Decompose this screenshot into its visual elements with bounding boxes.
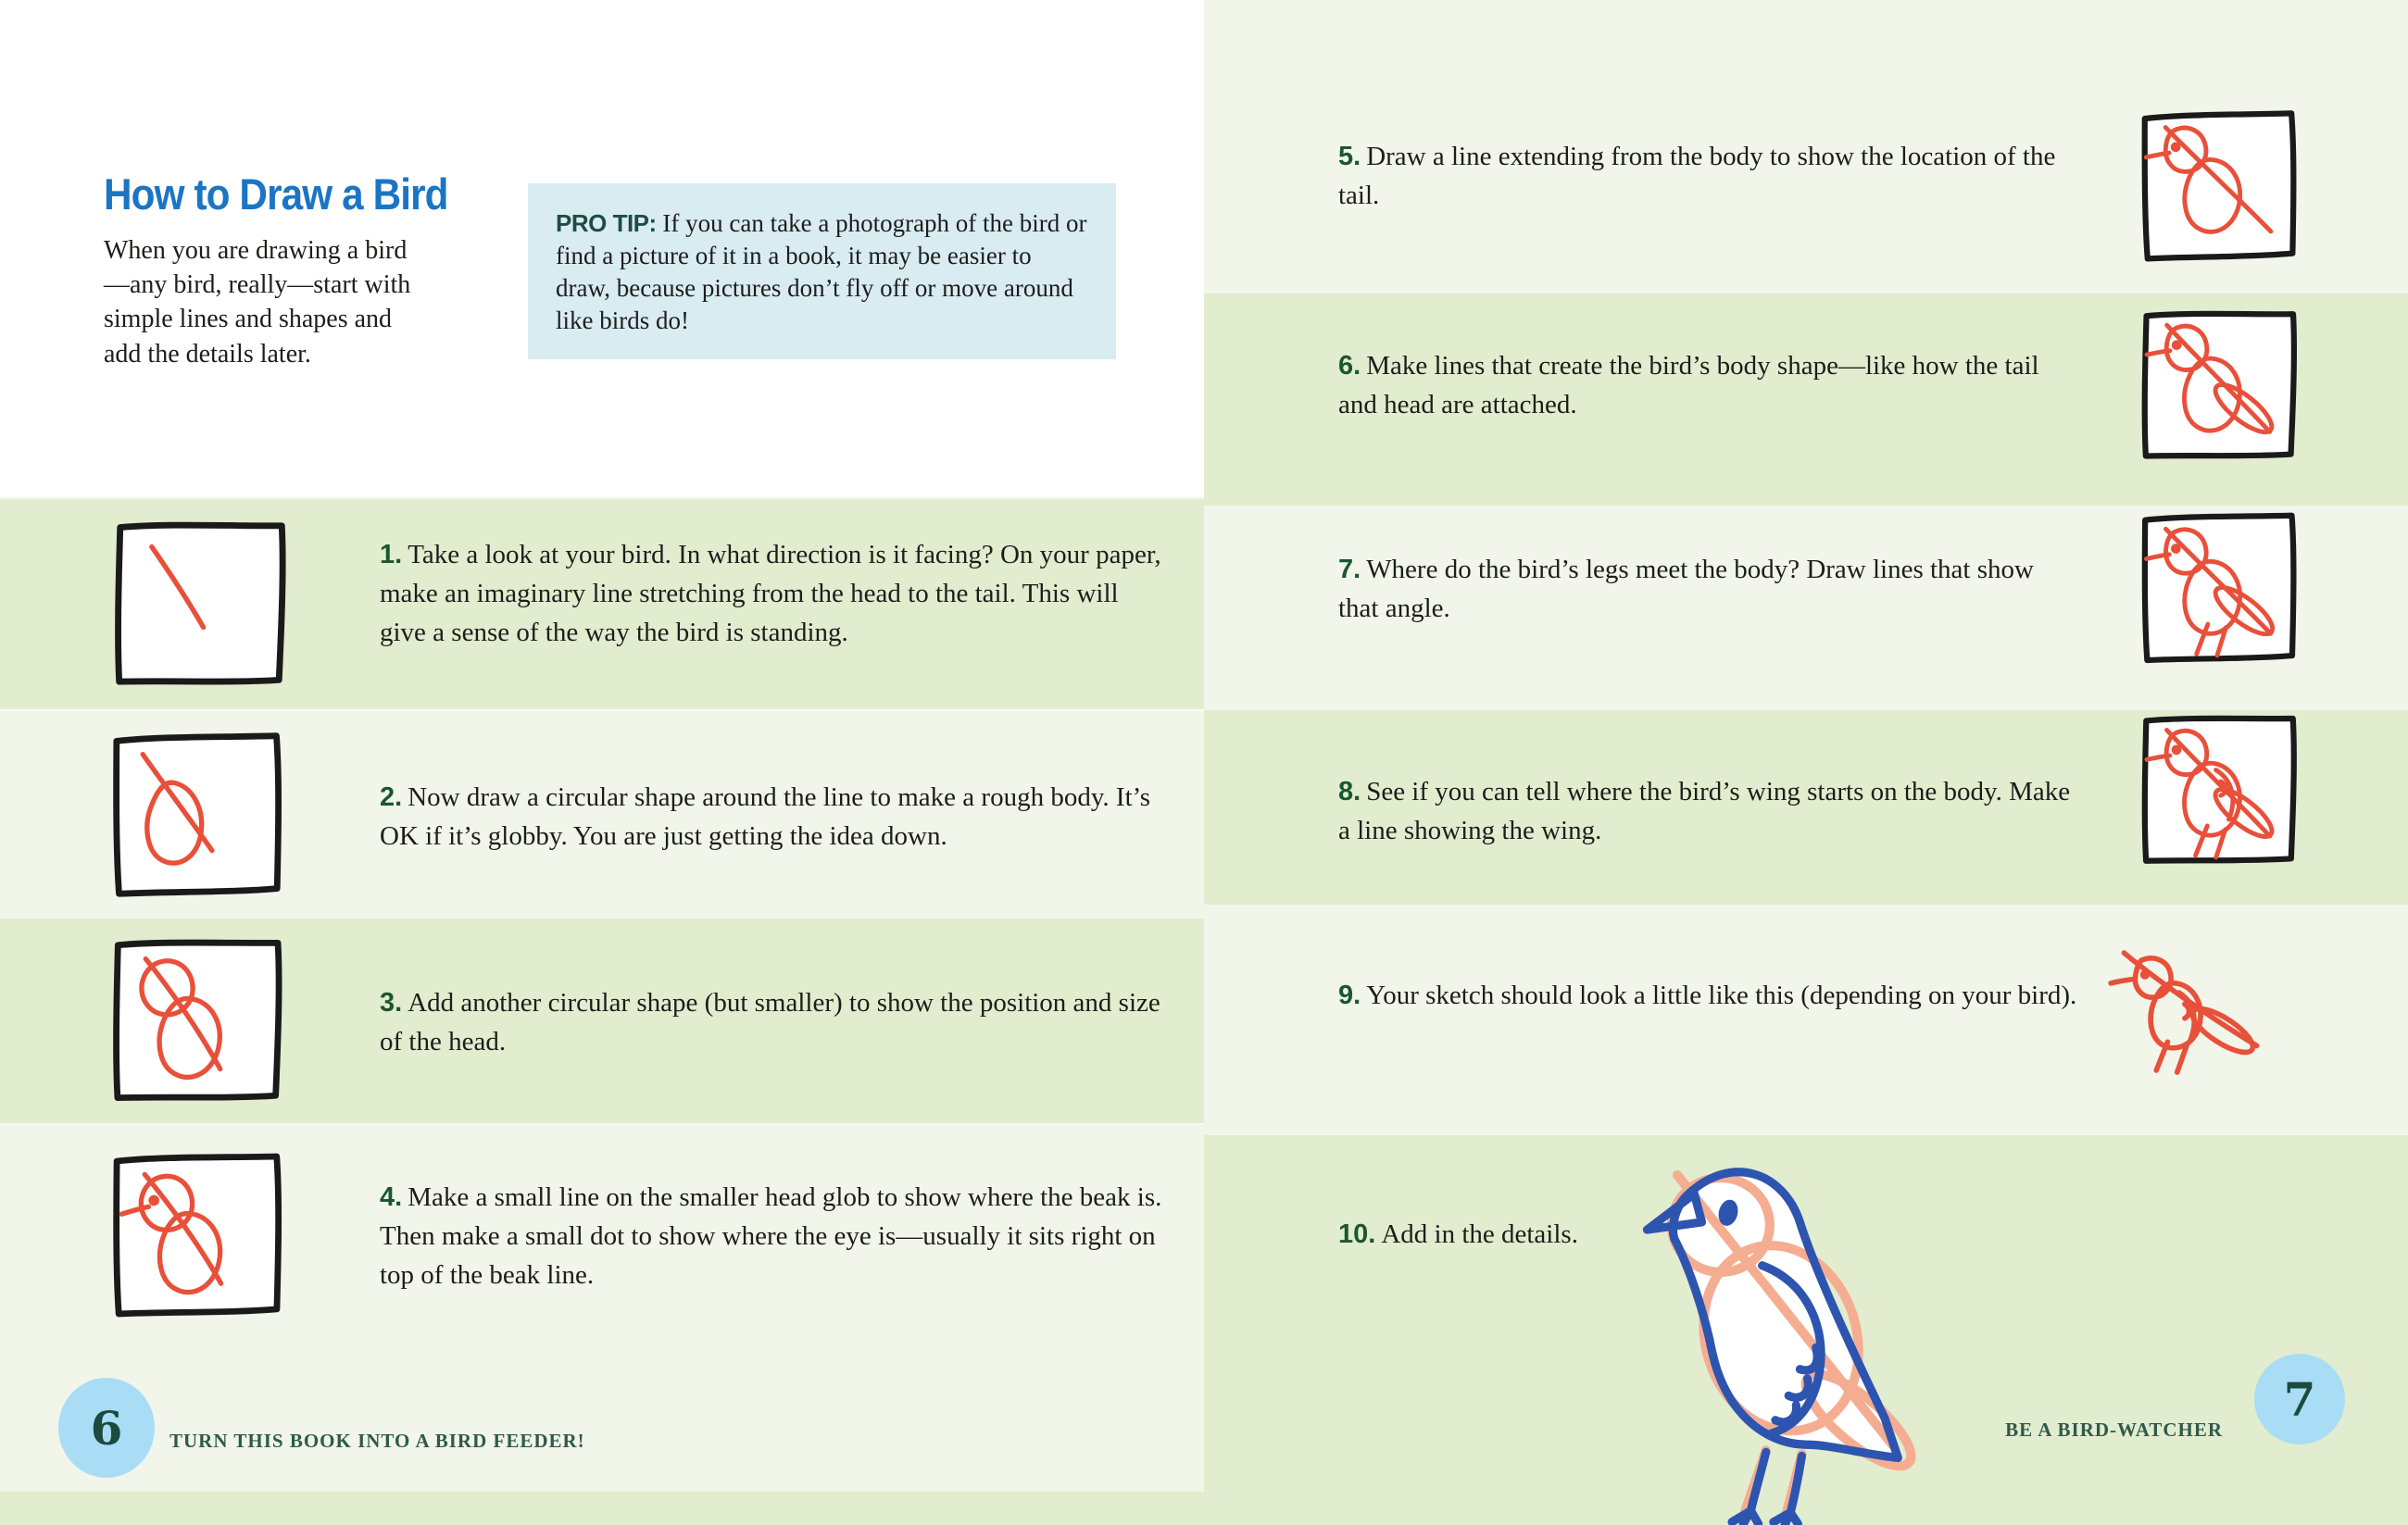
step-1-number: 1. [380,540,403,569]
step-8-sketch [2136,703,2301,874]
step-2-text: 2. Now draw a circular shape around the line to make a rough body. It’s OK if it’s globby. You are just getting the idea down. [380,782,1150,852]
step-1-sketch [108,514,292,692]
step-9-text: 9. Your sketch should look a little like this (depending on your bird). [1338,981,2077,1010]
step-5-text: 5. Draw a line extending from the body to show the location of the tail. [1338,142,2056,211]
page-title: How to Draw a Bird [104,169,448,219]
step-6-sketch [2136,300,2302,469]
step-5-number: 5. [1338,142,1361,171]
step-2-sketch [107,725,288,903]
page-number-right: 7 [2283,1371,2316,1427]
footer-left-text: TURN THIS BOOK INTO A BIRD FEEDER! [169,1430,585,1452]
step-1-text: 1. Take a look at your bird. In what direction is it facing? On your paper, make an imaginary line stretching from the head to the tail. This will give a sense of the way the bird is standing. [380,540,1161,648]
step-3-sketch [107,931,288,1108]
step-9-number: 9. [1338,981,1361,1010]
page-number-left: 6 [90,1400,123,1456]
step-10-number: 10. [1338,1219,1376,1249]
step-9-sketch [2107,943,2311,1077]
step-5-sketch [2136,101,2302,269]
step-7-text: 7. Where do the bird’s legs meet the body? Draw lines that show that angle. [1338,555,2034,624]
pro-tip-box [528,183,1116,359]
step-4-text: 4. Make a small line on the smaller head glob to show where the beak is. Then make a small dot to show where the eye is—usually it sits right on top of the beak line. [380,1182,1162,1291]
page-number-badge-right [2254,1354,2345,1444]
step-8-text: 8. See if you can tell where the bird’s wing starts on the body. Make a line showing the wing. [1338,777,2071,846]
step-6-text: 6. Make lines that create the bird’s body shape—like how the tail and head are attached. [1338,351,2039,420]
page-number-badge-left [58,1378,155,1478]
step-10-text: 10. Add in the details. [1338,1219,1578,1249]
step-7-number: 7. [1338,555,1361,584]
intro-text: When you are drawing a bird—any bird, really—start with simple lines and shapes and add the details later. [104,236,411,369]
pro-tip-label: PRO TIP: [556,209,657,237]
final-bird-drawing [1623,1135,1934,1522]
bottom-strip [0,1490,1204,1525]
page-right [1204,0,2408,1525]
step-3-number: 3. [380,988,403,1018]
step-4-sketch [107,1145,287,1322]
step-2-number: 2. [380,782,403,812]
step-7-sketch [2136,502,2302,672]
step-8-number: 8. [1338,777,1361,806]
step-4-number: 4. [380,1182,403,1212]
footer-right-text: BE A BIRD-WATCHER [2005,1419,2223,1441]
step-6-number: 6. [1338,351,1361,381]
step-3-text: 3. Add another circular shape (but smaller) to show the position and size of the head. [380,988,1160,1057]
pro-tip-text: If you can take a photograph of the bird or find a picture of it in a book, it may be easier to draw, because pictures don’t fly off or move around like birds do! [556,209,1087,335]
